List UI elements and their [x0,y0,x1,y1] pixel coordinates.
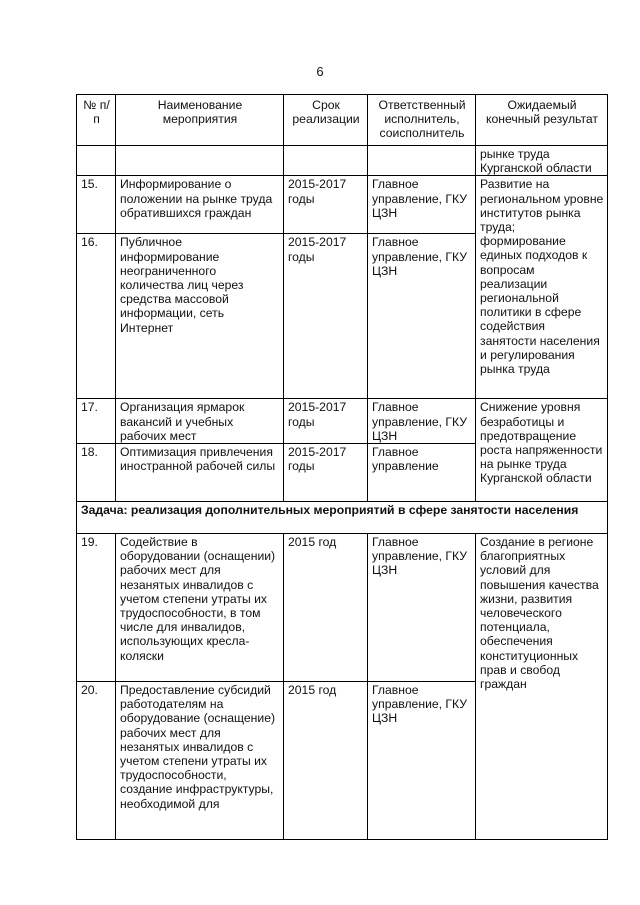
row-responsible: Главное управление, ГКУ ЦЗН [368,234,476,399]
table-row-continuation [77,146,608,176]
row-number: 18. [77,444,116,502]
result-continuation: рынке труда Курганской области [476,146,608,176]
row-term: 2015-2017 годы [284,399,368,444]
row-name: Публичное информирование неограниченного количества лиц через средства массовой информации, сеть Интернет [116,234,284,399]
row-term: 2015-2017 годы [284,444,368,502]
row-term: 2015 год [284,534,368,682]
page-number: 6 [316,64,324,79]
result-cell: Развитие на региональном уровне институтов рынка труда; формирование единых подходов к вопросам реализации региональной политики в сфере содействия занятости населения и регулирования рынка труда [476,176,608,399]
row-number: 19. [77,534,116,682]
row-name: Организация ярмарок вакансий и учебных рабочих мест [116,399,284,444]
row-number: 17. [77,399,116,444]
row-term: 2015 год [284,682,368,840]
table-row [77,534,608,682]
task-heading: Задача: реализация дополнительных мероприятий в сфере занятости населения [77,502,608,534]
header-responsible: Ответственный исполнитель, соисполнитель [368,95,476,146]
row-name: Содействие в оборудовании (оснащении) рабочих мест для незанятых инвалидов с учетом степени утраты их трудоспособности, в том числе для инвалидов, использующих кресла-коляски [116,534,284,682]
header-term: Срок реализации [284,95,368,146]
table-header-row [77,95,608,146]
row-name: Предоставление субсидий работодателям на оборудование (оснащение) рабочих мест для незанятых инвалидов с учетом степени утраты их трудоспособности, создание инфраструктуры, необходимой для [116,682,284,840]
header-result: Ожидаемый конечный результат [476,95,608,146]
row-responsible: Главное управление [368,444,476,502]
row-number: 20. [77,682,116,840]
activities-table [76,94,608,840]
row-responsible: Главное управление, ГКУ ЦЗН [368,682,476,840]
header-name: Наименование мероприятия [116,95,284,146]
row-name: Оптимизация привлечения иностранной рабочей силы [116,444,284,502]
row-responsible: Главное управление, ГКУ ЦЗН [368,399,476,444]
result-cell: Создание в регионе благоприятных условий для повышения качества жизни, развития человеческого потенциала, обеспечения конституционных прав и свобод граждан [476,534,608,840]
row-name: Информирование о положении на рынке труда обратившихся граждан [116,176,284,234]
table-row [77,399,608,444]
row-number: 16. [77,234,116,399]
table-row [77,176,608,234]
row-responsible: Главное управление, ГКУ ЦЗН [368,176,476,234]
result-cell: Снижение уровня безработицы и предотвращение роста напряженности на рынке труда Курганской области [476,399,608,502]
row-term: 2015-2017 годы [284,176,368,234]
header-number: № п/п [77,95,116,146]
row-number: 15. [77,176,116,234]
task-row [77,502,608,534]
row-term: 2015-2017 годы [284,234,368,399]
row-responsible: Главное управление, ГКУ ЦЗН [368,534,476,682]
